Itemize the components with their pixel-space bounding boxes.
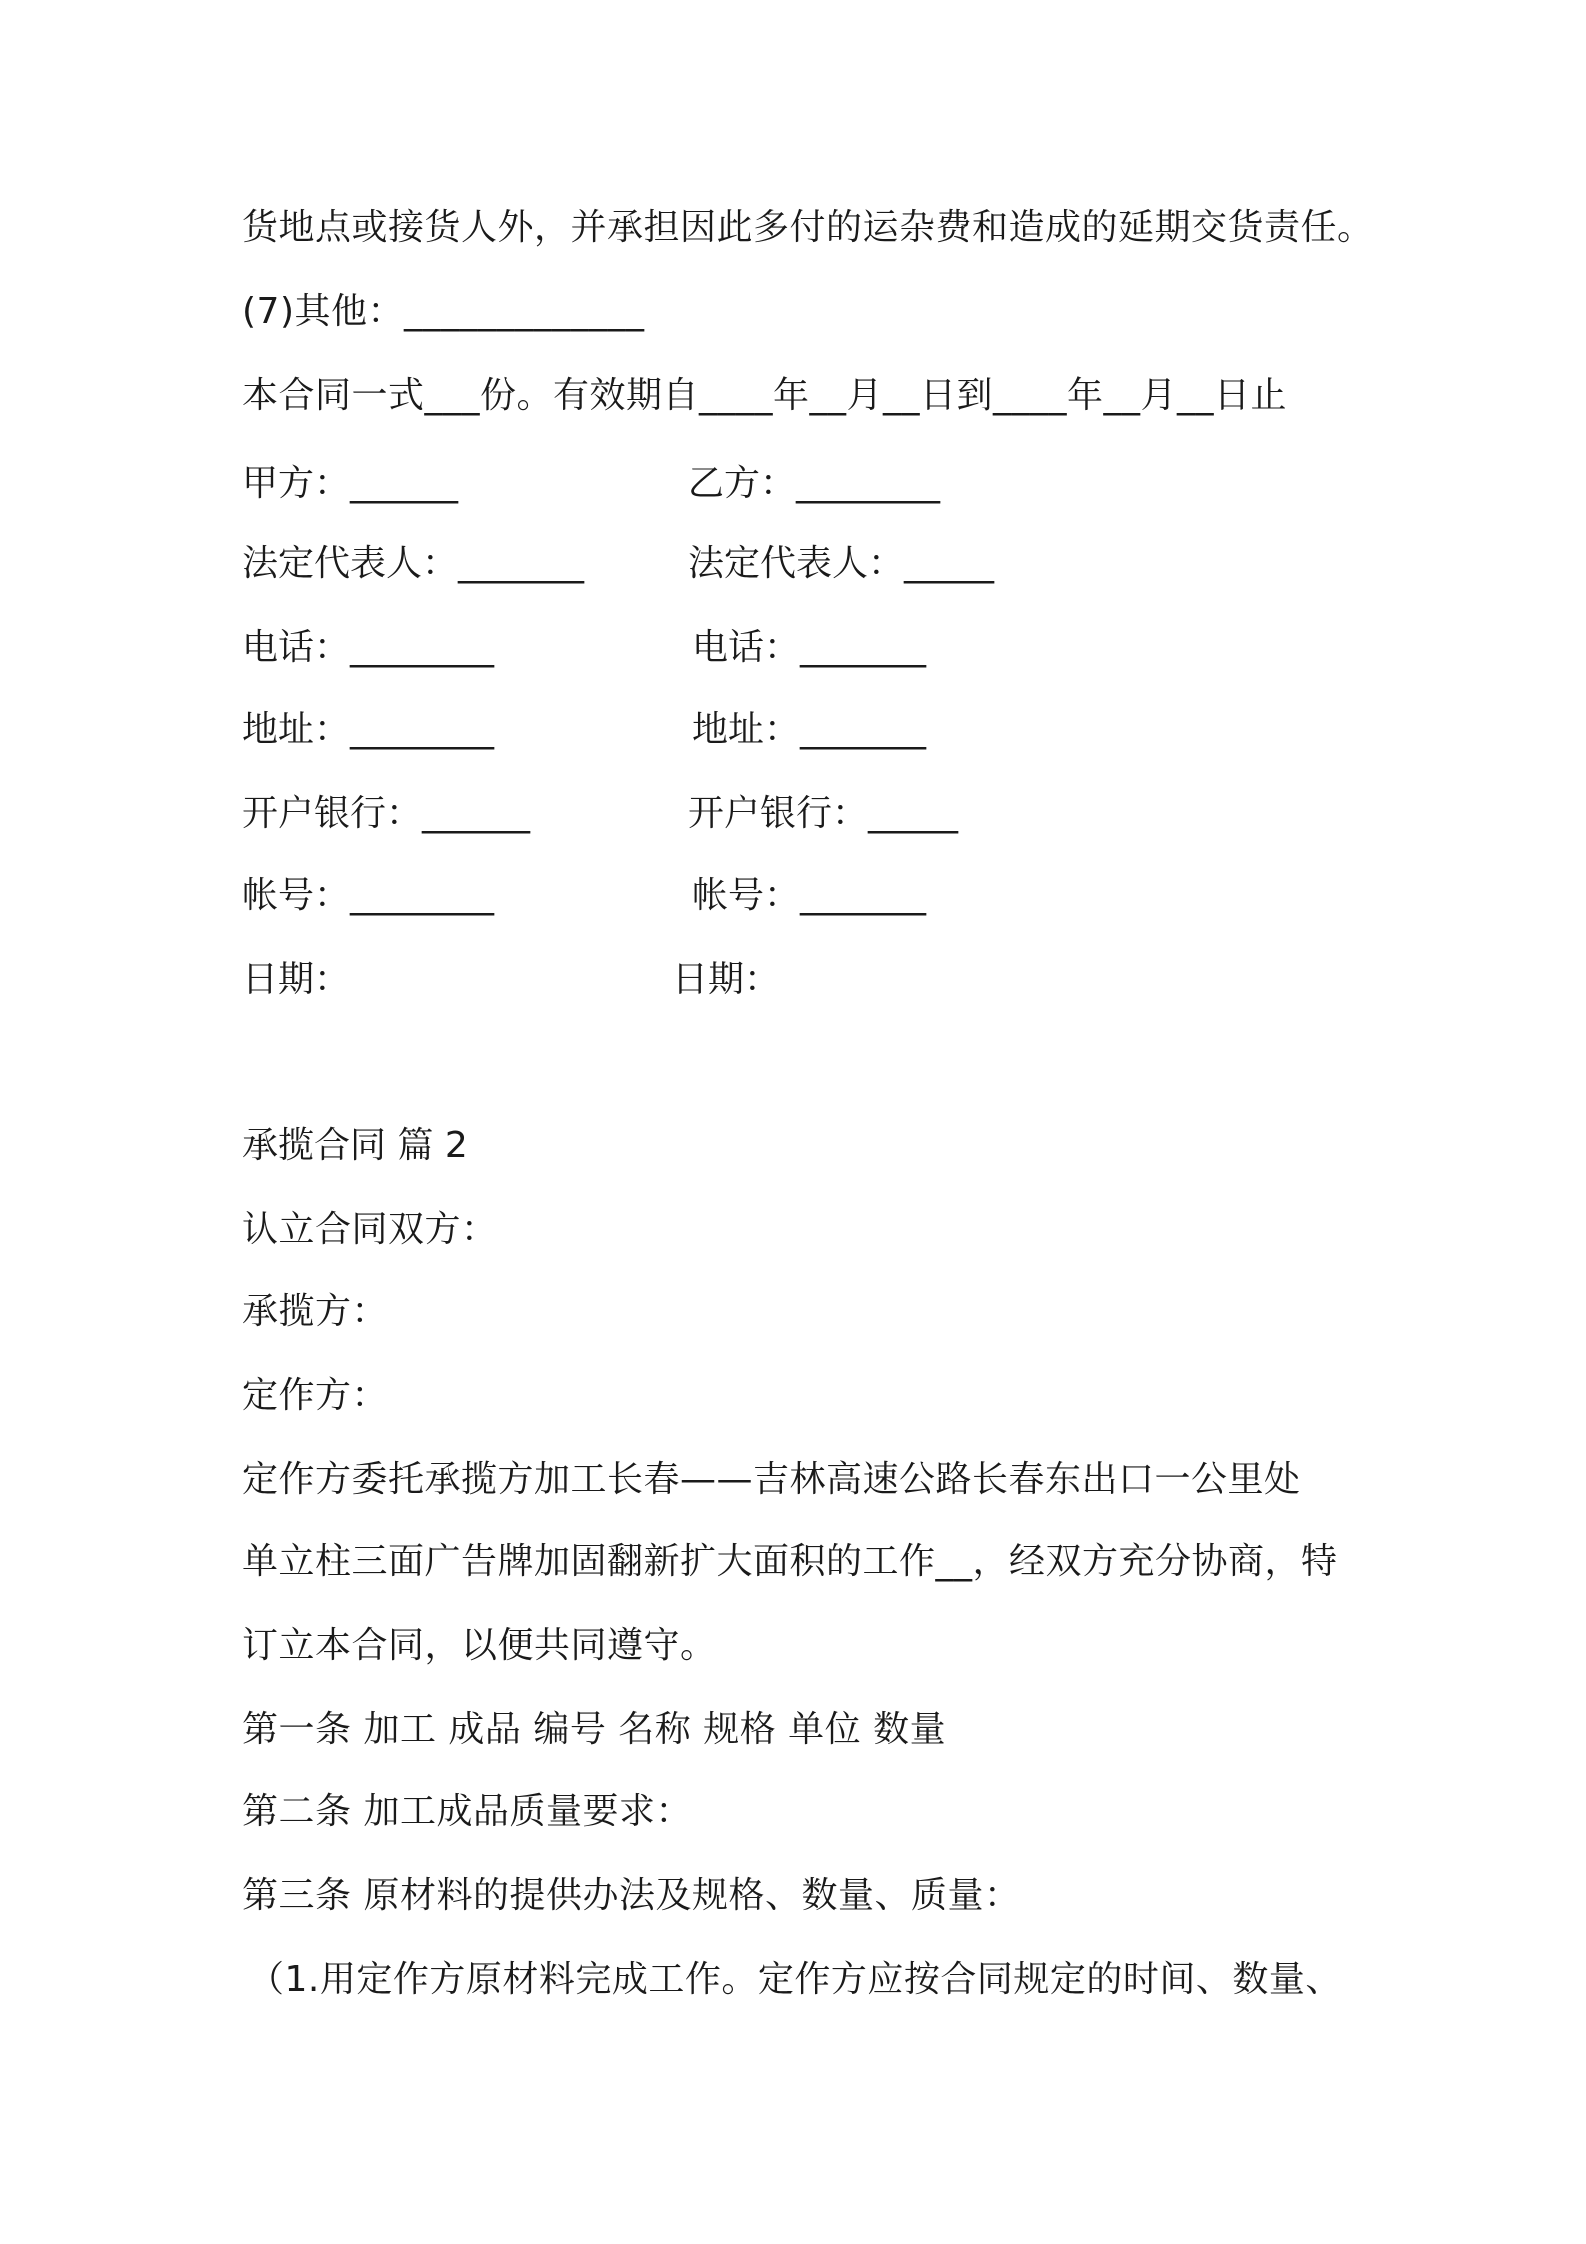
account-a-label: 帐号：________ [242, 875, 495, 916]
address-a-label: 地址：________ [242, 709, 495, 750]
rep-a-label: 法定代表人：_______ [242, 543, 585, 584]
copies-validity: 本合同一式___份。有效期自____年__月__日到____年__月__日止 [242, 375, 1288, 416]
article-3-item-1: （1.用定作方原材料完成工作。定作方应按合同规定的时间、数量、 [248, 1959, 1342, 2000]
date-a-label: 日期： [242, 959, 351, 1000]
phone-a-label: 电话：________ [242, 627, 495, 668]
rep-b-label: 法定代表人：_____ [688, 543, 995, 584]
bank-a-label: 开户银行：______ [242, 793, 531, 834]
section-title: 承揽合同 篇 2 [242, 1125, 468, 1166]
other-clause: (7)其他：_____________ [242, 291, 645, 332]
date-b-label: 日期： [672, 959, 781, 1000]
parties-heading: 认立合同双方： [242, 1209, 498, 1250]
contractor-label: 承揽方： [242, 1291, 389, 1332]
intro-line-3: 订立本合同，以便共同遵守。 [242, 1625, 717, 1666]
phone-b-label: 电话：_______ [692, 627, 927, 668]
party-a-label: 甲方：______ [242, 463, 459, 504]
paragraph-end: 货地点或接货人外，并承担因此多付的运杂费和造成的延期交货责任。 [242, 207, 1374, 248]
address-b-label: 地址：_______ [692, 709, 927, 750]
intro-line-1: 定作方委托承揽方加工长春——吉林高速公路长春东出口一公里处 [242, 1459, 1301, 1500]
orderer-label: 定作方： [242, 1375, 389, 1416]
bank-b-label: 开户银行：_____ [688, 793, 959, 834]
article-3: 第三条 原材料的提供办法及规格、数量、质量： [242, 1875, 1021, 1916]
account-b-label: 帐号：_______ [692, 875, 927, 916]
party-b-label: 乙方：________ [688, 463, 941, 504]
article-1: 第一条 加工 成品 编号 名称 规格 单位 数量 [242, 1709, 947, 1750]
intro-line-2: 单立柱三面广告牌加固翻新扩大面积的工作__，经双方充分协商，特 [242, 1541, 1338, 1582]
article-2: 第二条 加工成品质量要求： [242, 1791, 692, 1832]
